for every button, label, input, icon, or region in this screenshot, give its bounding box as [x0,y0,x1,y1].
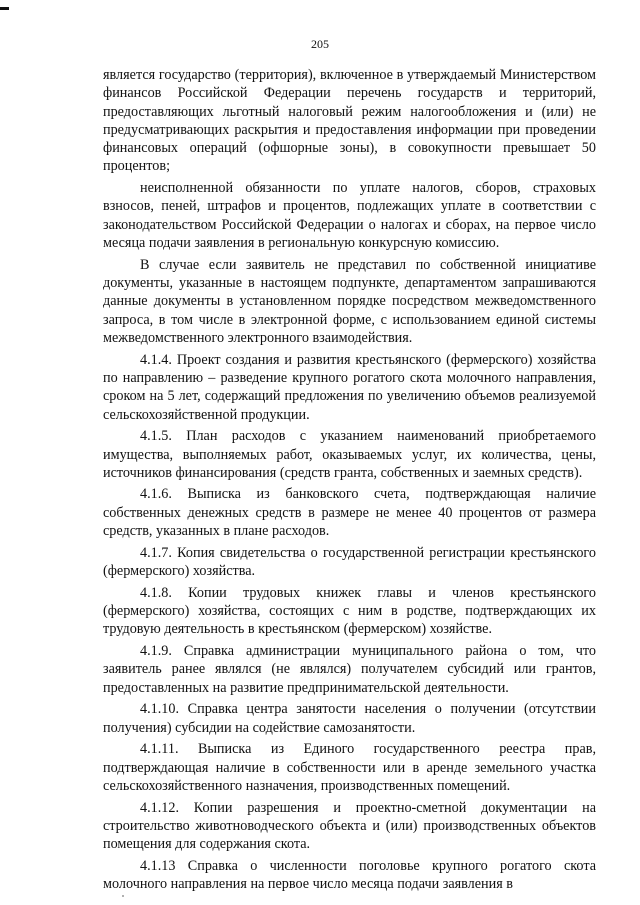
paragraph-interagency-request: В случае если заявитель не представил по собственной инициативе документы, указанные в настоящем подпункте, департаментом запрашиваются данные документы в установленном порядке посредством межведомственного запроса, в том числе в электронной форме, с использованием единой системы межведомственного электронного взаимодействия. [103,256,596,346]
paragraph-4-1-5: 4.1.5. План расходов с указанием наименований приобретаемого имущества, выполняемых работ, оказываемых услуг, их количества, цены, источников финансирования (средств гранта, собственных и заемных средств). [103,428,596,481]
paragraph-4-1-11: 4.1.11. Выписка из Единого государственного реестра прав, подтверждающая наличие в собственности или в аренде земельного участка сельскохозяйственного назначения, производственных помещений. [103,741,596,794]
paragraph-4-1-7: 4.1.7. Копия свидетельства о государственной регистрации крестьянского (фермерского) хозяйства. [103,544,596,580]
paragraph-4-1-8: 4.1.8. Копии трудовых книжек главы и членов крестьянского (фермерского) хозяйства, состоящих с ним в родстве, подтверждающих их трудовую деятельность в крестьянском (фермерском) хозяйстве. [103,584,596,638]
scan-speck [122,895,124,897]
paragraph-4-1-13: 4.1.13 Справка о численности поголовье крупного рогатого скота молочного направления на первое число месяца подачи заявления в [103,857,596,893]
paragraph-4-1-12: 4.1.12. Копии разрешения и проектно-сметной документации на строительство животноводческого объекта и (или) производственных объектов помещения для содержания скота. [103,799,596,853]
document-body [103,66,596,897]
paragraph-continuation: является государство (территория), включенное в утверждаемый Министерством финансов Российской Федерации перечень государств и территорий, предоставляющих льготный налоговый режим налогообложения и (или) не предусматривающих раскрытия и предоставления информации при проведении финансовых операций (офшорные зоны), в совокупности превышает 50 процентов; [103,67,596,175]
paragraph-4-1-9: 4.1.9. Справка администрации муниципального района о том, что заявитель ранее являлся (не являлся) получателем субсидий или грантов, предоставленных на развитие предпринимательской деятельности. [103,643,596,696]
page-number: 205 [311,37,329,51]
paragraph-4-1-4: 4.1.4. Проект создания и развития крестьянского (фермерского) хозяйства по направлению – разведение крупного рогатого скота молочного направления, сроком на 5 лет, содержащий предложения по увеличению объемов реализуемой сельскохозяйственной продукции. [103,351,596,423]
paragraph-4-1-6: 4.1.6. Выписка из банковского счета, подтверждающая наличие собственных денежных средств в размере не менее 40 процентов от размера средств, указанных в плане расходов. [103,486,596,540]
paragraph-tax-obligation: неисполненной обязанности по уплате налогов, сборов, страховых взносов, пеней, штрафов и процентов, подлежащих уплате в соответствии с законодательством Российской Федерации о налогах и сборах, на первое число месяца подачи заявления в региональную конкурсную комиссию. [103,180,596,252]
scan-corner-mark [0,7,9,10]
paragraph-4-1-10: 4.1.10. Справка центра занятости населения о получении (отсутствии получения) субсидии на содействие самозанятости. [103,701,596,736]
